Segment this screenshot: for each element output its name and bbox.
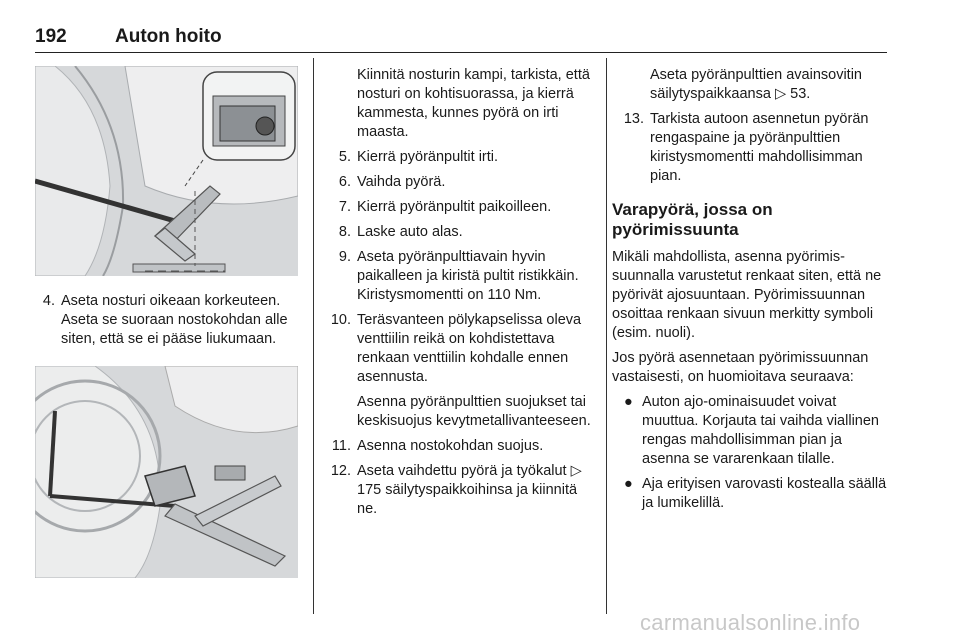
list-item [319,311,591,387]
list-number: 13. [623,111,644,127]
list-text: Aseta vaihdettu pyörä ja työkalut [357,463,567,479]
list-item [35,292,300,349]
column-divider [606,58,607,614]
column-1 [35,292,300,355]
list-item [319,148,591,167]
column-3 [612,66,888,519]
list-number: 11. [331,438,351,454]
list-text: Aseta pyöränpulttiavain hyvin paikalleen ja kiristä pultit ristikkäin. Kiristysmomentti on 110 Nm. [357,249,579,303]
list-text: Asenna nostokohdan suojus. [357,438,544,454]
bullet-item [612,475,888,513]
page-number: 192 [35,26,67,47]
column-2 [319,66,591,525]
list-item [319,462,591,519]
list-item [319,173,591,192]
jack-crank-illustration [35,366,298,578]
list-item [319,198,591,217]
bullet-dot-icon: ● [624,476,633,492]
section-heading: Varapyörä, jossa on pyörimissuunta [612,200,773,239]
paragraph: Mikäli mahdollista, asenna pyörimissuunnalla varustetut renkaat siten, että ne pyörivät ajosuuntaan. Pyörimissuunnan osoittaa renkaan sivuun merkitty symboli (esim. nuoli). [612,249,882,341]
continued-paragraph [650,66,888,104]
list-text: Kierrä pyöränpultit irti. [357,149,499,165]
list-number: 9. [338,249,351,265]
paragraph-text: Aseta pyöränpulttien avainsovitin säilytyspaikkaansa [650,67,862,102]
page-reference[interactable]: 53. [790,86,811,102]
list-text: Aseta nosturi oikeaan korkeuteen. Aseta se suoraan nostokohdan alle siten, että se ei pääse liukumaan. [61,293,288,347]
page-reference[interactable]: 175 [357,482,382,498]
jack-placement-illustration [35,66,298,276]
list-text: Teräsvanteen pölykapselissa oleva venttiilin reikä on kohdistettava renkaan venttiilin kohdalle ennen asennusta. [357,312,582,385]
column-divider [313,58,314,614]
list-text: Kierrä pyöränpultit paikoilleen. [357,199,552,215]
triangle-right-icon: ▷ [570,463,582,479]
list-number: 7. [338,199,351,215]
watermark-footer: carmanualsonline.info [640,610,861,635]
list-item [319,248,591,305]
page-title: Auton hoito [115,26,222,47]
continued-paragraph: Kiinnitä nosturin kampi, tarkista, että nosturi on kohtisuorassa, ja kierrä kammesta, kunnes pyörä on irti maasta. [357,67,590,140]
list-subparagraph: Asenna pyöränpulttien suojukset tai keskisuojus kevytmetallivanteeseen. [357,394,591,429]
list-item [319,223,591,242]
list-number: 5. [338,149,351,165]
list-item [612,110,888,186]
list-number: 10. [330,312,351,328]
bullet-text: Aja erityisen varovasti kostealla säällä ja lumikelillä. [642,476,887,511]
bullet-dot-icon: ● [624,394,633,410]
list-number: 8. [338,224,351,240]
page-header [35,26,887,53]
list-text: Vaihda pyörä. [357,174,446,190]
list-number: 6. [338,174,351,190]
paragraph: Jos pyörä asennetaan pyörimissuunnan vastaisesti, on huomioitava seuraava: [612,350,869,385]
list-text: Tarkista autoon asennetun pyörän rengaspaine ja pyöränpulttien kiristysmomentti mahdollisimman pian. [650,111,869,184]
triangle-right-icon: ▷ [774,86,787,102]
bullet-item [612,393,888,469]
list-number: 12. [330,463,351,479]
list-number: 4. [42,293,55,309]
list-text: säilytyspaikkoihinsa ja kiinnitä ne. [357,482,578,517]
list-text: Laske auto alas. [357,224,463,240]
bullet-text: Auton ajo-ominaisuudet voivat muuttua. Korjauta tai vaihda viallinen rengas mahdollisimman pian ja asenna se vararenkaan tilalle. [642,394,879,467]
list-item [319,437,591,456]
